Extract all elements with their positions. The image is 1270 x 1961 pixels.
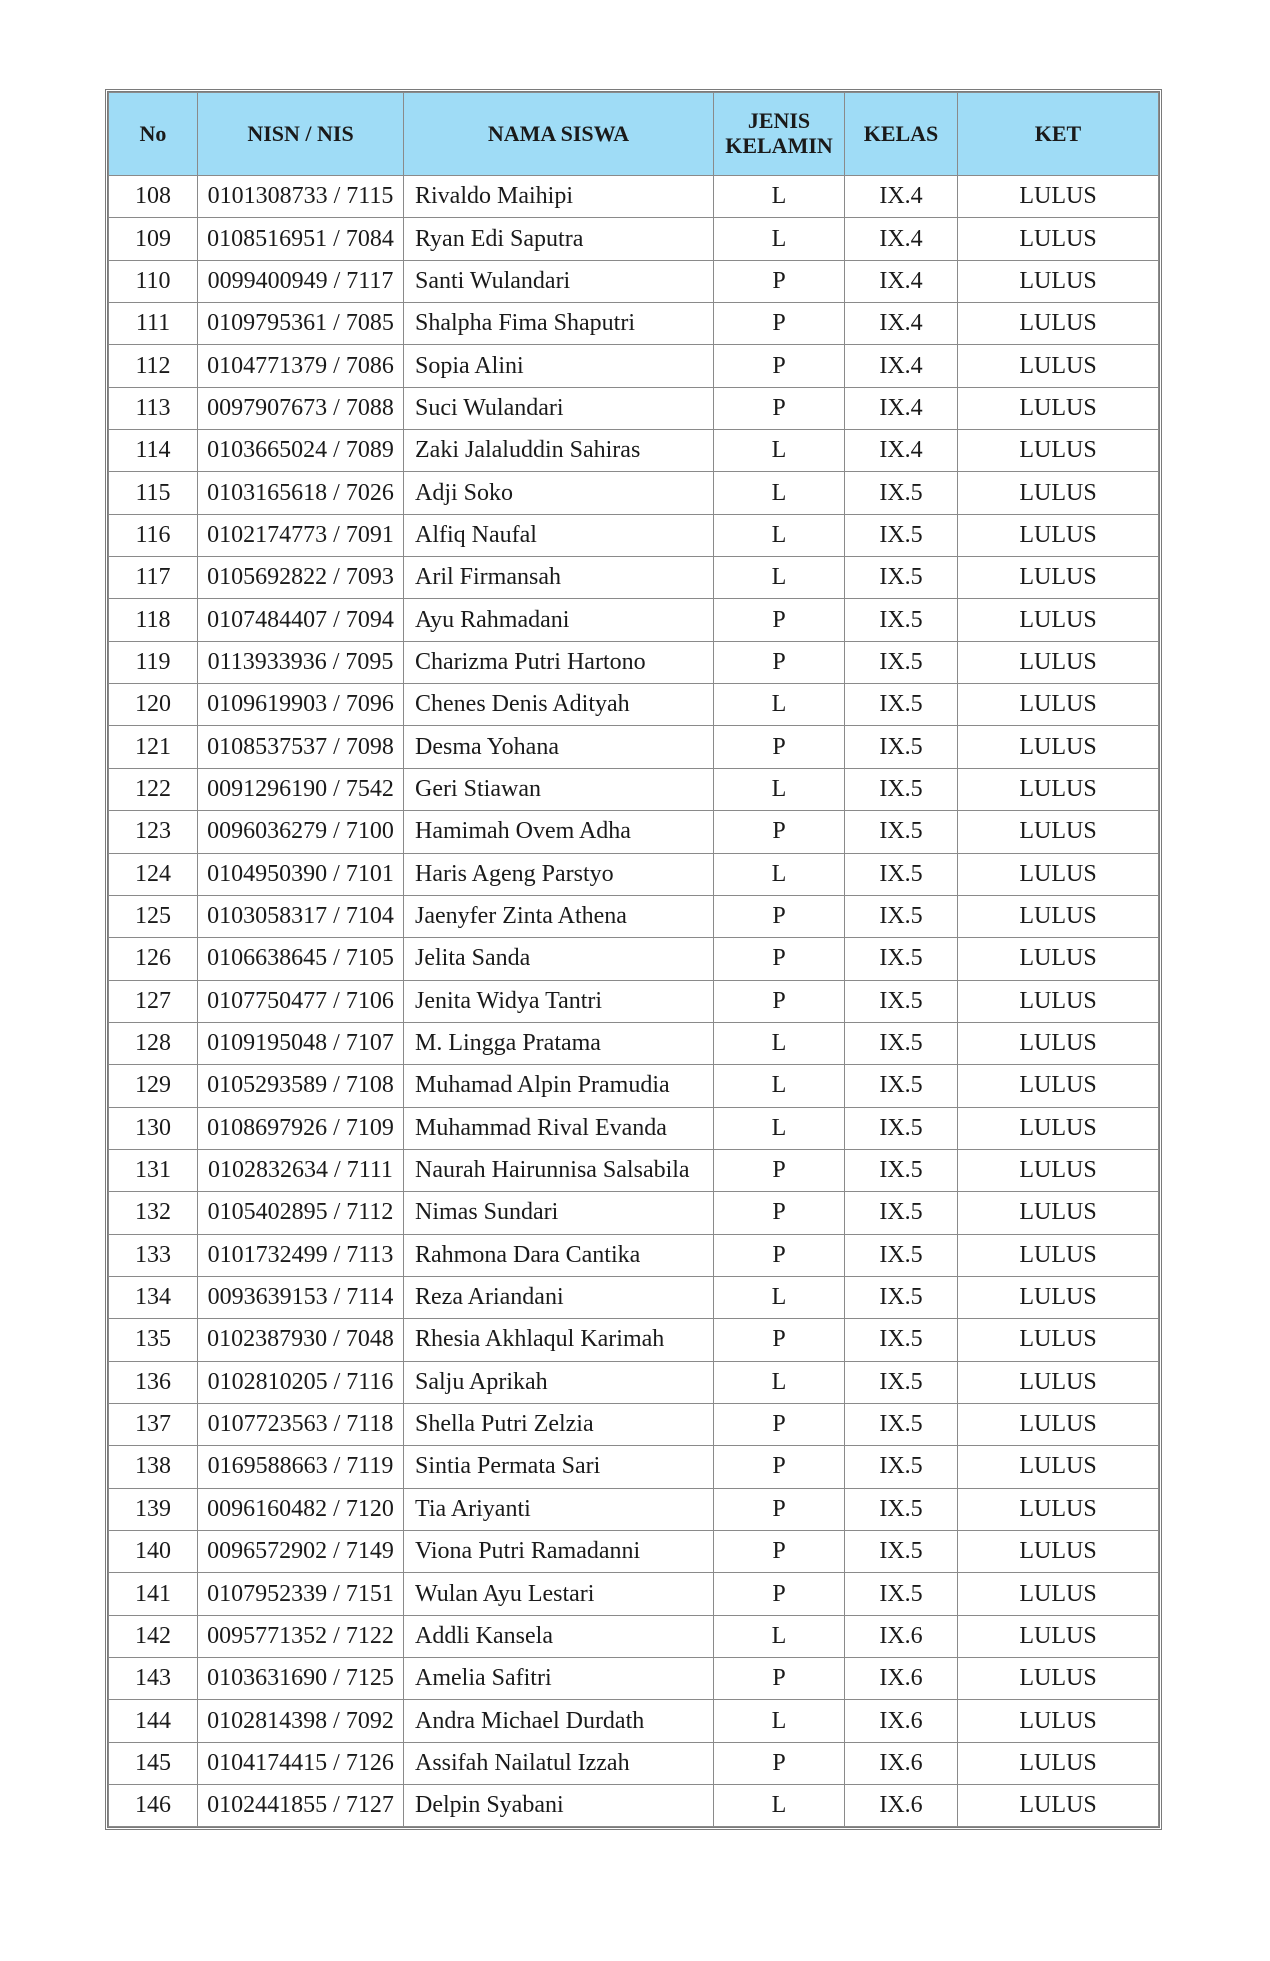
cell-jenis-kelamin: L — [714, 768, 845, 810]
cell-kelas: IX.5 — [845, 514, 958, 556]
cell-no: 112 — [109, 345, 198, 387]
table-body — [109, 176, 1159, 1827]
student-table-frame — [105, 89, 1162, 1830]
cell-kelas: IX.5 — [845, 1065, 958, 1107]
cell-no: 123 — [109, 811, 198, 853]
cell-nama: Jelita Sanda — [404, 938, 714, 980]
cell-kelas: IX.5 — [845, 557, 958, 599]
cell-kelas: IX.5 — [845, 641, 958, 683]
cell-kelas: IX.5 — [845, 768, 958, 810]
cell-jenis-kelamin: P — [714, 1531, 845, 1573]
cell-nama: Charizma Putri Hartono — [404, 641, 714, 683]
cell-jenis-kelamin: L — [714, 1615, 845, 1657]
cell-ket: LULUS — [958, 684, 1159, 726]
cell-no: 136 — [109, 1361, 198, 1403]
cell-ket: LULUS — [958, 1403, 1159, 1445]
cell-nama: Geri Stiawan — [404, 768, 714, 810]
cell-kelas: IX.5 — [845, 1531, 958, 1573]
cell-no: 128 — [109, 1022, 198, 1064]
table-row — [109, 641, 1159, 683]
cell-ket: LULUS — [958, 1022, 1159, 1064]
header-ket: KET — [958, 93, 1159, 176]
table-row — [109, 1361, 1159, 1403]
cell-nama: Delpin Syabani — [404, 1785, 714, 1827]
cell-nama: Wulan Ayu Lestari — [404, 1573, 714, 1615]
cell-nisn: 0095771352 / 7122 — [198, 1615, 404, 1657]
cell-ket: LULUS — [958, 260, 1159, 302]
cell-ket: LULUS — [958, 1742, 1159, 1784]
cell-nisn: 0108697926 / 7109 — [198, 1107, 404, 1149]
cell-kelas: IX.5 — [845, 1276, 958, 1318]
cell-kelas: IX.5 — [845, 980, 958, 1022]
cell-ket: LULUS — [958, 1234, 1159, 1276]
cell-jenis-kelamin: P — [714, 1234, 845, 1276]
cell-ket: LULUS — [958, 853, 1159, 895]
cell-nama: Ryan Edi Saputra — [404, 218, 714, 260]
cell-no: 145 — [109, 1742, 198, 1784]
table-row — [109, 895, 1159, 937]
cell-jenis-kelamin: P — [714, 1319, 845, 1361]
cell-jenis-kelamin: P — [714, 1742, 845, 1784]
cell-no: 119 — [109, 641, 198, 683]
cell-nisn: 0104771379 / 7086 — [198, 345, 404, 387]
cell-nisn: 0109195048 / 7107 — [198, 1022, 404, 1064]
cell-nisn: 0102814398 / 7092 — [198, 1700, 404, 1742]
table-row — [109, 514, 1159, 556]
cell-jenis-kelamin: P — [714, 641, 845, 683]
cell-nama: Andra Michael Durdath — [404, 1700, 714, 1742]
cell-kelas: IX.5 — [845, 1361, 958, 1403]
cell-jenis-kelamin: P — [714, 1403, 845, 1445]
cell-ket: LULUS — [958, 1615, 1159, 1657]
cell-ket: LULUS — [958, 1700, 1159, 1742]
cell-no: 137 — [109, 1403, 198, 1445]
cell-kelas: IX.5 — [845, 472, 958, 514]
cell-nisn: 0103058317 / 7104 — [198, 895, 404, 937]
cell-jenis-kelamin: L — [714, 1361, 845, 1403]
cell-ket: LULUS — [958, 938, 1159, 980]
cell-nisn: 0096160482 / 7120 — [198, 1488, 404, 1530]
cell-kelas: IX.4 — [845, 260, 958, 302]
cell-jenis-kelamin: P — [714, 345, 845, 387]
header-no: No — [109, 93, 198, 176]
cell-nisn: 0109619903 / 7096 — [198, 684, 404, 726]
cell-no: 132 — [109, 1192, 198, 1234]
cell-kelas: IX.5 — [845, 599, 958, 641]
cell-ket: LULUS — [958, 1065, 1159, 1107]
cell-kelas: IX.6 — [845, 1658, 958, 1700]
cell-jenis-kelamin: L — [714, 1785, 845, 1827]
cell-jenis-kelamin: P — [714, 303, 845, 345]
table-row — [109, 1573, 1159, 1615]
cell-ket: LULUS — [958, 895, 1159, 937]
cell-no: 139 — [109, 1488, 198, 1530]
cell-kelas: IX.5 — [845, 1573, 958, 1615]
table-row — [109, 303, 1159, 345]
cell-kelas: IX.6 — [845, 1615, 958, 1657]
cell-nama: Naurah Hairunnisa Salsabila — [404, 1149, 714, 1191]
cell-no: 115 — [109, 472, 198, 514]
cell-no: 142 — [109, 1615, 198, 1657]
cell-nama: M. Lingga Pratama — [404, 1022, 714, 1064]
cell-nisn: 0104950390 / 7101 — [198, 853, 404, 895]
cell-no: 138 — [109, 1446, 198, 1488]
cell-jenis-kelamin: P — [714, 980, 845, 1022]
cell-no: 143 — [109, 1658, 198, 1700]
cell-no: 127 — [109, 980, 198, 1022]
cell-nama: Tia Ariyanti — [404, 1488, 714, 1530]
cell-ket: LULUS — [958, 768, 1159, 810]
cell-nama: Sopia Alini — [404, 345, 714, 387]
cell-jenis-kelamin: P — [714, 726, 845, 768]
table-row — [109, 218, 1159, 260]
cell-ket: LULUS — [958, 1107, 1159, 1149]
cell-no: 130 — [109, 1107, 198, 1149]
cell-nama: Aril Firmansah — [404, 557, 714, 599]
cell-kelas: IX.5 — [845, 1107, 958, 1149]
cell-jenis-kelamin: L — [714, 218, 845, 260]
cell-ket: LULUS — [958, 1446, 1159, 1488]
cell-kelas: IX.6 — [845, 1785, 958, 1827]
cell-no: 122 — [109, 768, 198, 810]
table-header — [109, 93, 1159, 176]
cell-ket: LULUS — [958, 1658, 1159, 1700]
cell-jenis-kelamin: P — [714, 1446, 845, 1488]
cell-kelas: IX.6 — [845, 1742, 958, 1784]
cell-nisn: 0101308733 / 7115 — [198, 176, 404, 218]
header-kelas: KELAS — [845, 93, 958, 176]
cell-nisn: 0102832634 / 7111 — [198, 1149, 404, 1191]
cell-kelas: IX.5 — [845, 1234, 958, 1276]
cell-nisn: 0101732499 / 7113 — [198, 1234, 404, 1276]
cell-no: 111 — [109, 303, 198, 345]
cell-no: 114 — [109, 430, 198, 472]
cell-jenis-kelamin: P — [714, 895, 845, 937]
cell-nama: Salju Aprikah — [404, 1361, 714, 1403]
cell-no: 135 — [109, 1319, 198, 1361]
table-row — [109, 430, 1159, 472]
table-row — [109, 1700, 1159, 1742]
cell-jenis-kelamin: L — [714, 1700, 845, 1742]
cell-nama: Rivaldo Maihipi — [404, 176, 714, 218]
cell-kelas: IX.5 — [845, 1403, 958, 1445]
cell-jenis-kelamin: P — [714, 1658, 845, 1700]
cell-no: 116 — [109, 514, 198, 556]
cell-ket: LULUS — [958, 1319, 1159, 1361]
cell-nisn: 0108537537 / 7098 — [198, 726, 404, 768]
header-jenis-line1: JENIS — [747, 108, 811, 134]
table-row — [109, 1488, 1159, 1530]
cell-ket: LULUS — [958, 1192, 1159, 1234]
cell-no: 129 — [109, 1065, 198, 1107]
cell-no: 113 — [109, 387, 198, 429]
cell-no: 109 — [109, 218, 198, 260]
cell-kelas: IX.4 — [845, 176, 958, 218]
cell-nama: Adji Soko — [404, 472, 714, 514]
cell-nisn: 0105692822 / 7093 — [198, 557, 404, 599]
cell-nama: Chenes Denis Adityah — [404, 684, 714, 726]
cell-ket: LULUS — [958, 557, 1159, 599]
cell-kelas: IX.4 — [845, 430, 958, 472]
header-jenis-kelamin — [714, 93, 845, 176]
cell-nama: Jaenyfer Zinta Athena — [404, 895, 714, 937]
header-row — [109, 93, 1159, 176]
cell-kelas: IX.5 — [845, 726, 958, 768]
table-row — [109, 1658, 1159, 1700]
cell-jenis-kelamin: L — [714, 430, 845, 472]
cell-nisn: 0109795361 / 7085 — [198, 303, 404, 345]
cell-ket: LULUS — [958, 303, 1159, 345]
cell-no: 146 — [109, 1785, 198, 1827]
cell-nama: Rahmona Dara Cantika — [404, 1234, 714, 1276]
cell-nama: Haris Ageng Parstyo — [404, 853, 714, 895]
cell-kelas: IX.5 — [845, 811, 958, 853]
cell-kelas: IX.6 — [845, 1700, 958, 1742]
table-row — [109, 726, 1159, 768]
cell-jenis-kelamin: L — [714, 1065, 845, 1107]
cell-ket: LULUS — [958, 345, 1159, 387]
cell-nama: Viona Putri Ramadanni — [404, 1531, 714, 1573]
cell-nama: Addli Kansela — [404, 1615, 714, 1657]
cell-ket: LULUS — [958, 599, 1159, 641]
cell-nama: Rhesia Akhlaqul Karimah — [404, 1319, 714, 1361]
table-row — [109, 853, 1159, 895]
cell-kelas: IX.5 — [845, 895, 958, 937]
cell-jenis-kelamin: L — [714, 1022, 845, 1064]
cell-jenis-kelamin: P — [714, 1573, 845, 1615]
cell-ket: LULUS — [958, 1785, 1159, 1827]
cell-jenis-kelamin: L — [714, 1107, 845, 1149]
table-row — [109, 768, 1159, 810]
table-row — [109, 176, 1159, 218]
cell-kelas: IX.5 — [845, 1488, 958, 1530]
cell-nisn: 0106638645 / 7105 — [198, 938, 404, 980]
cell-nama: Suci Wulandari — [404, 387, 714, 429]
table-row — [109, 684, 1159, 726]
cell-jenis-kelamin: L — [714, 684, 845, 726]
table-row — [109, 1234, 1159, 1276]
cell-nisn: 0093639153 / 7114 — [198, 1276, 404, 1318]
cell-jenis-kelamin: P — [714, 1192, 845, 1234]
table-row — [109, 938, 1159, 980]
cell-kelas: IX.5 — [845, 1319, 958, 1361]
cell-jenis-kelamin: L — [714, 472, 845, 514]
cell-ket: LULUS — [958, 176, 1159, 218]
cell-nama: Desma Yohana — [404, 726, 714, 768]
cell-nisn: 0107723563 / 7118 — [198, 1403, 404, 1445]
cell-kelas: IX.5 — [845, 853, 958, 895]
table-row — [109, 1192, 1159, 1234]
cell-nisn: 0108516951 / 7084 — [198, 218, 404, 260]
cell-no: 118 — [109, 599, 198, 641]
table-row — [109, 1403, 1159, 1445]
cell-nama: Zaki Jalaluddin Sahiras — [404, 430, 714, 472]
cell-kelas: IX.4 — [845, 218, 958, 260]
student-table — [108, 92, 1159, 1827]
cell-ket: LULUS — [958, 811, 1159, 853]
header-jenis-line2: KELAMIN — [725, 133, 833, 158]
cell-nama: Hamimah Ovem Adha — [404, 811, 714, 853]
cell-nisn: 0097907673 / 7088 — [198, 387, 404, 429]
table-row — [109, 1276, 1159, 1318]
table-row — [109, 1065, 1159, 1107]
header-nama: NAMA SISWA — [404, 93, 714, 176]
table-row — [109, 1615, 1159, 1657]
cell-jenis-kelamin: P — [714, 387, 845, 429]
table-row — [109, 599, 1159, 641]
cell-nisn: 0107952339 / 7151 — [198, 1573, 404, 1615]
cell-no: 134 — [109, 1276, 198, 1318]
table-row — [109, 980, 1159, 1022]
cell-jenis-kelamin: P — [714, 260, 845, 302]
table-row — [109, 811, 1159, 853]
cell-nisn: 0104174415 / 7126 — [198, 1742, 404, 1784]
cell-nama: Shalpha Fima Shaputri — [404, 303, 714, 345]
cell-nama: Sintia Permata Sari — [404, 1446, 714, 1488]
table-row — [109, 260, 1159, 302]
cell-kelas: IX.4 — [845, 345, 958, 387]
cell-jenis-kelamin: P — [714, 1488, 845, 1530]
cell-no: 120 — [109, 684, 198, 726]
cell-ket: LULUS — [958, 514, 1159, 556]
cell-jenis-kelamin: L — [714, 514, 845, 556]
cell-kelas: IX.5 — [845, 938, 958, 980]
cell-nisn: 0096572902 / 7149 — [198, 1531, 404, 1573]
cell-no: 108 — [109, 176, 198, 218]
cell-no: 121 — [109, 726, 198, 768]
cell-no: 131 — [109, 1149, 198, 1191]
cell-nama: Ayu Rahmadani — [404, 599, 714, 641]
cell-nisn: 0103631690 / 7125 — [198, 1658, 404, 1700]
cell-nama: Jenita Widya Tantri — [404, 980, 714, 1022]
cell-nisn: 0105402895 / 7112 — [198, 1192, 404, 1234]
cell-nama: Shella Putri Zelzia — [404, 1403, 714, 1445]
cell-nisn: 0169588663 / 7119 — [198, 1446, 404, 1488]
cell-kelas: IX.5 — [845, 1022, 958, 1064]
table-row — [109, 345, 1159, 387]
cell-nama: Assifah Nailatul Izzah — [404, 1742, 714, 1784]
table-row — [109, 1149, 1159, 1191]
cell-ket: LULUS — [958, 472, 1159, 514]
cell-nama: Reza Ariandani — [404, 1276, 714, 1318]
cell-ket: LULUS — [958, 430, 1159, 472]
cell-ket: LULUS — [958, 1149, 1159, 1191]
table-row — [109, 1785, 1159, 1827]
cell-ket: LULUS — [958, 1488, 1159, 1530]
cell-nama: Alfiq Naufal — [404, 514, 714, 556]
cell-kelas: IX.4 — [845, 387, 958, 429]
cell-jenis-kelamin: L — [714, 176, 845, 218]
cell-kelas: IX.4 — [845, 303, 958, 345]
cell-ket: LULUS — [958, 1531, 1159, 1573]
cell-ket: LULUS — [958, 1573, 1159, 1615]
cell-jenis-kelamin: L — [714, 557, 845, 599]
cell-nisn: 0099400949 / 7117 — [198, 260, 404, 302]
cell-nisn: 0102174773 / 7091 — [198, 514, 404, 556]
table-row — [109, 387, 1159, 429]
cell-ket: LULUS — [958, 980, 1159, 1022]
table-row — [109, 557, 1159, 599]
cell-nisn: 0102810205 / 7116 — [198, 1361, 404, 1403]
cell-kelas: IX.5 — [845, 1192, 958, 1234]
cell-nisn: 0102441855 / 7127 — [198, 1785, 404, 1827]
table-row — [109, 1107, 1159, 1149]
cell-nama: Santi Wulandari — [404, 260, 714, 302]
cell-nisn: 0105293589 / 7108 — [198, 1065, 404, 1107]
cell-nisn: 0096036279 / 7100 — [198, 811, 404, 853]
cell-ket: LULUS — [958, 1276, 1159, 1318]
table-row — [109, 1319, 1159, 1361]
cell-kelas: IX.5 — [845, 684, 958, 726]
table-row — [109, 1446, 1159, 1488]
cell-no: 124 — [109, 853, 198, 895]
cell-no: 117 — [109, 557, 198, 599]
header-nisn: NISN / NIS — [198, 93, 404, 176]
cell-jenis-kelamin: L — [714, 1276, 845, 1318]
cell-jenis-kelamin: P — [714, 1149, 845, 1191]
cell-no: 141 — [109, 1573, 198, 1615]
cell-nisn: 0103165618 / 7026 — [198, 472, 404, 514]
cell-ket: LULUS — [958, 218, 1159, 260]
cell-no: 125 — [109, 895, 198, 937]
cell-jenis-kelamin: P — [714, 811, 845, 853]
cell-no: 110 — [109, 260, 198, 302]
table-row — [109, 1022, 1159, 1064]
cell-jenis-kelamin: P — [714, 938, 845, 980]
cell-ket: LULUS — [958, 726, 1159, 768]
cell-nama: Amelia Safitri — [404, 1658, 714, 1700]
cell-ket: LULUS — [958, 641, 1159, 683]
cell-ket: LULUS — [958, 1361, 1159, 1403]
cell-no: 144 — [109, 1700, 198, 1742]
table-row — [109, 1742, 1159, 1784]
cell-nisn: 0107484407 / 7094 — [198, 599, 404, 641]
cell-nisn: 0113933936 / 7095 — [198, 641, 404, 683]
cell-ket: LULUS — [958, 387, 1159, 429]
cell-nama: Muhamad Alpin Pramudia — [404, 1065, 714, 1107]
cell-no: 126 — [109, 938, 198, 980]
cell-no: 140 — [109, 1531, 198, 1573]
cell-jenis-kelamin: P — [714, 599, 845, 641]
cell-nisn: 0102387930 / 7048 — [198, 1319, 404, 1361]
table-row — [109, 472, 1159, 514]
cell-kelas: IX.5 — [845, 1149, 958, 1191]
cell-nama: Muhammad Rival Evanda — [404, 1107, 714, 1149]
table-row — [109, 1531, 1159, 1573]
cell-jenis-kelamin: L — [714, 853, 845, 895]
cell-kelas: IX.5 — [845, 1446, 958, 1488]
cell-nisn: 0091296190 / 7542 — [198, 768, 404, 810]
cell-no: 133 — [109, 1234, 198, 1276]
cell-nisn: 0107750477 / 7106 — [198, 980, 404, 1022]
cell-nama: Nimas Sundari — [404, 1192, 714, 1234]
cell-nisn: 0103665024 / 7089 — [198, 430, 404, 472]
